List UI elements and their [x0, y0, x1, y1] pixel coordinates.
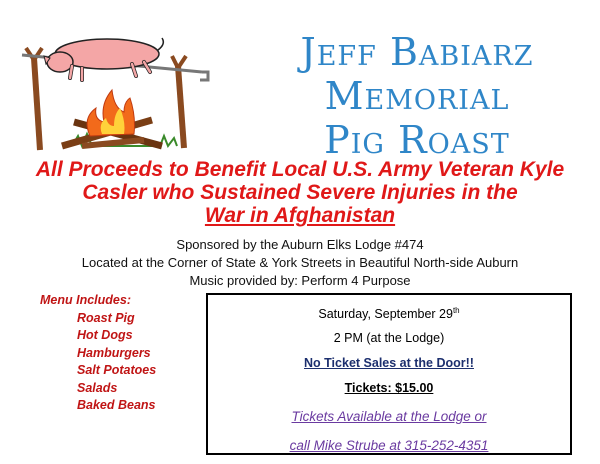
event-title	[262, 30, 572, 162]
event-details-box	[206, 293, 572, 455]
menu-item: Hamburgers	[77, 345, 151, 360]
benefit-line-2: Casler who Sustained Severe Injuries in the	[82, 181, 518, 204]
music-text: Music provided by: Perform 4 Purpose	[189, 273, 411, 288]
location-text: Located at the Corner of State & York Streets in Beautiful North-side Auburn	[81, 255, 519, 270]
benefit-line-3: War in Afghanistan	[204, 204, 396, 227]
menu-list	[40, 292, 200, 415]
ticket-price: Tickets: $15.00	[344, 381, 434, 396]
menu-item: Hot Dogs	[77, 328, 133, 342]
event-time: 2 PM (at the Lodge)	[333, 331, 445, 346]
menu-item: Baked Beans	[77, 398, 156, 412]
event-info	[0, 236, 600, 290]
menu-item: Salt Potatoes	[77, 363, 157, 377]
event-date	[208, 303, 570, 322]
title-line-2: Memorial	[324, 74, 510, 118]
menu-heading: Menu Includes:	[40, 293, 131, 307]
contact-info: call Mike Strube at 315-252-4351	[289, 438, 489, 454]
menu-item: Roast Pig	[77, 310, 135, 325]
event-date-text: Saturday, September 29	[318, 307, 453, 322]
benefit-line-1: All Proceeds to Benefit Local U.S. Army Veteran Kyle	[35, 158, 565, 181]
pig-roast-spit-icon	[12, 28, 217, 158]
title-line-3: Pig Roast	[324, 118, 510, 162]
sponsor-text: Sponsored by the Auburn Elks Lodge #474	[176, 237, 424, 252]
title-line-1: Jeff Babiarz	[300, 30, 534, 74]
benefit-statement	[0, 158, 600, 227]
menu-item: Salads	[77, 380, 118, 395]
event-date-suffix: th	[452, 306, 460, 315]
ticket-availability: Tickets Available at the Lodge or	[291, 409, 487, 425]
no-door-sales-notice: No Ticket Sales at the Door!!	[304, 356, 474, 371]
